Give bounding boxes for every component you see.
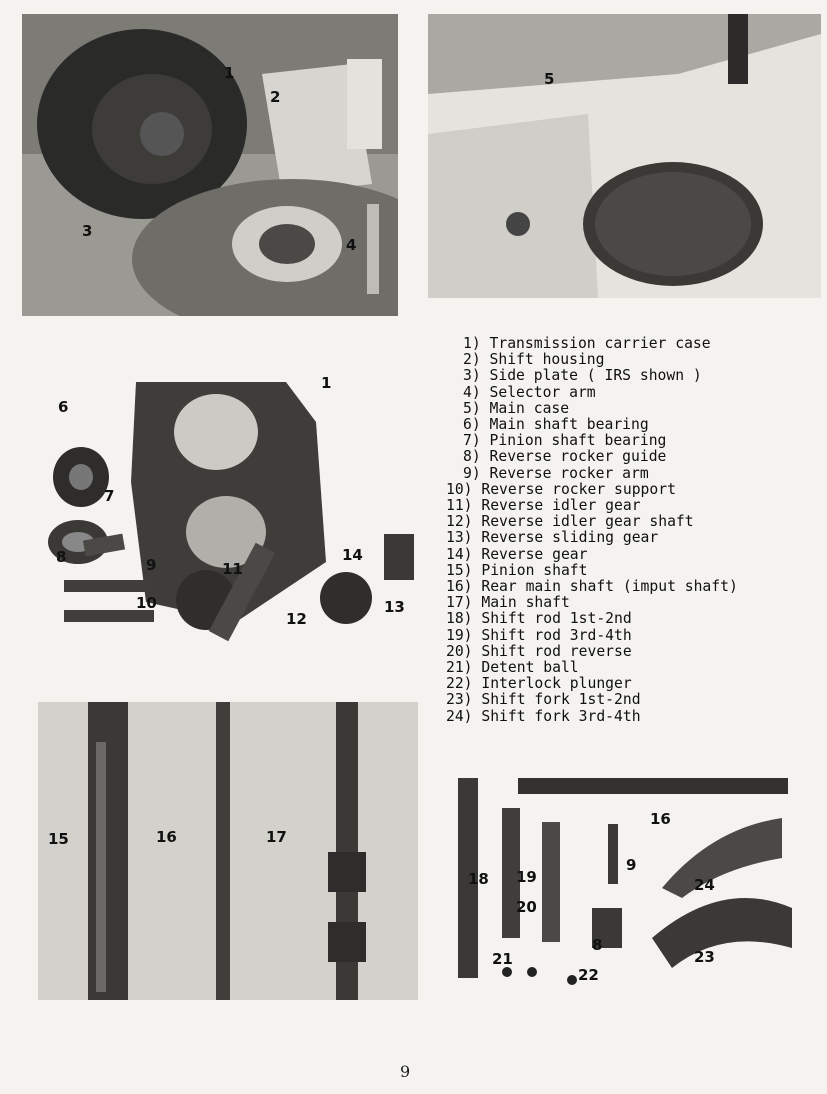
page-number: 9 [400,1062,411,1081]
legend-item: 7) Pinion shaft bearing [463,432,667,450]
callout-1: 1 [224,64,235,82]
legend-item: 3) Side plate ( IRS shown ) [463,367,702,385]
legend-item: 2) Shift housing [463,351,605,369]
parts-legend [446,336,738,725]
legend-item: 6) Main shaft bearing [463,416,649,434]
legend-item: 12) Reverse idler gear shaft [446,513,694,531]
callout-24: 24 [694,876,715,894]
callout-7: 7 [104,487,115,505]
callout-8: 8 [592,936,603,954]
legend-item: 1) Transmission carrier case [463,335,711,352]
photo-reverse-gear-parts [36,362,436,654]
callout-6: 6 [58,398,69,416]
legend-item: 21) Detent ball [446,659,579,677]
legend-item: 5) Main case [463,399,570,417]
callout-20: 20 [516,898,537,916]
callout-10: 10 [136,594,157,612]
callout-1: 1 [321,374,332,392]
callout-9: 9 [146,556,157,574]
callout-17: 17 [266,828,287,846]
callout-8: 8 [56,548,67,566]
legend-item: 9) Reverse rocker arm [463,464,649,482]
photo-shift-rods-and-forks [432,768,821,992]
callout-23: 23 [694,948,715,966]
legend-item: 10) Reverse rocker support [446,480,676,498]
callout-11: 11 [222,560,243,578]
callout-12: 12 [286,610,307,628]
photo-main-case [428,14,821,298]
callout-19: 19 [516,868,537,886]
legend-item: 14) Reverse gear [446,545,588,563]
legend-item: 24) Shift fork 3rd-4th [446,707,641,725]
legend-item: 23) Shift fork 1st-2nd [446,691,641,709]
callout-21: 21 [492,950,513,968]
callout-13: 13 [384,598,405,616]
callout-4: 4 [346,236,357,254]
callout-9: 9 [626,856,637,874]
legend-item: 11) Reverse idler gear [446,497,641,515]
callout-22: 22 [578,966,599,984]
legend-item: 22) Interlock plunger [446,675,632,693]
legend-item: 20) Shift rod reverse [446,642,632,660]
callout-2: 2 [270,88,281,106]
callout-5: 5 [544,70,555,88]
legend-item: 18) Shift rod 1st-2nd [446,610,632,628]
callout-16: 16 [156,828,177,846]
legend-item: 16) Rear main shaft (imput shaft) [446,578,738,596]
callout-16: 16 [650,810,671,828]
callout-15: 15 [48,830,69,848]
legend-item: 17) Main shaft [446,594,570,612]
legend-item: 8) Reverse rocker guide [463,448,667,466]
photo-carrier-case-and-housing [22,14,398,316]
legend-item: 4) Selector arm [463,383,596,401]
callout-18: 18 [468,870,489,888]
legend-item: 19) Shift rod 3rd-4th [446,626,632,644]
callout-3: 3 [82,222,93,240]
photo-shafts [38,702,418,1000]
legend-item: 13) Reverse sliding gear [446,529,659,547]
callout-14: 14 [342,546,363,564]
legend-item: 15) Pinion shaft [446,561,588,579]
